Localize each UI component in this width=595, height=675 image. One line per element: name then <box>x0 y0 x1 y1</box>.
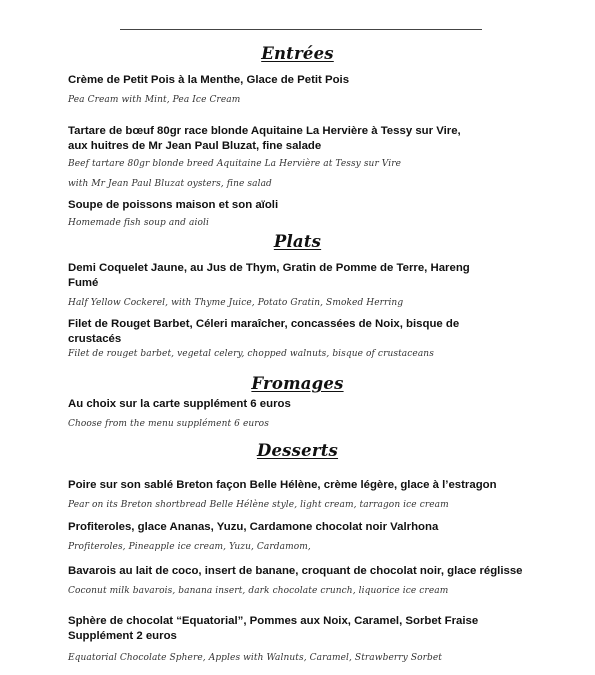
dish-translation: Choose from the menu supplément 6 euros <box>68 419 269 429</box>
section-heading-plats: Plats <box>273 232 322 251</box>
dish-title-continued: aux huitres de Mr Jean Paul Bluzat, fine salade <box>68 140 322 152</box>
section-heading-entrees: Entrées <box>261 44 334 63</box>
dish-title: Sphère de chocolat “Equatorial”, Pommes aux Noix, Caramel, Sorbet Fraise <box>68 615 479 627</box>
dish-title: Demi Coquelet Jaune, au Jus de Thym, Gratin de Pomme de Terre, Hareng <box>68 262 470 274</box>
dish-title-continued: Fumé <box>68 277 99 289</box>
dish-title: Filet de Rouget Barbet, Céleri maraîcher, concassées de Noix, bisque de <box>68 318 460 330</box>
dish-title: Soupe de poissons maison et son aïoli <box>68 199 279 211</box>
section-heading-desserts: Desserts <box>256 441 339 460</box>
dish-translation-continued: with Mr Jean Paul Bluzat oysters, fine salad <box>68 179 272 189</box>
dish-translation: Pea Cream with Mint, Pea Ice Cream <box>68 95 241 105</box>
dish-translation: Half Yellow Cockerel, with Thyme Juice, Potato Gratin, Smoked Herring <box>68 298 404 308</box>
dish-title: Bavarois au lait de coco, insert de banane, croquant de chocolat noir, glace réglisse <box>68 565 523 577</box>
dish-translation: Profiteroles, Pineapple ice cream, Yuzu, Cardamom, <box>68 542 311 552</box>
dish-title: Poire sur son sablé Breton façon Belle Hélène, crème légère, glace à l’estragon <box>68 479 497 491</box>
dish-translation: Pear on its Breton shortbread Belle Hélène style, light cream, tarragon ice cream <box>68 500 449 510</box>
dish-translation: Homemade fish soup and aioli <box>68 218 209 228</box>
dish-translation: Equatorial Chocolate Sphere, Apples with Walnuts, Caramel, Strawberry Sorbet <box>68 653 443 663</box>
dish-supplement: Supplément 2 euros <box>68 630 177 642</box>
top-divider <box>120 29 482 30</box>
dish-title: Crème de Petit Pois à la Menthe, Glace de Petit Pois <box>68 74 350 86</box>
dish-translation: Filet de rouget barbet, vegetal celery, chopped walnuts, bisque of crustaceans <box>68 349 434 359</box>
dish-title: Au choix sur la carte supplément 6 euros <box>68 398 291 410</box>
dish-title: Tartare de bœuf 80gr race blonde Aquitaine La Hervière à Tessy sur Vire, <box>68 125 461 137</box>
dish-title: Profiteroles, glace Ananas, Yuzu, Cardamone chocolat noir Valrhona <box>68 521 439 533</box>
dish-title-continued: crustacés <box>68 333 122 345</box>
dish-translation: Coconut milk bavarois, banana insert, dark chocolate crunch, liquorice ice cream <box>68 586 449 596</box>
section-heading-fromages: Fromages <box>251 374 344 393</box>
dish-translation: Beef tartare 80gr blonde breed Aquitaine La Hervière at Tessy sur Vire <box>68 159 402 169</box>
